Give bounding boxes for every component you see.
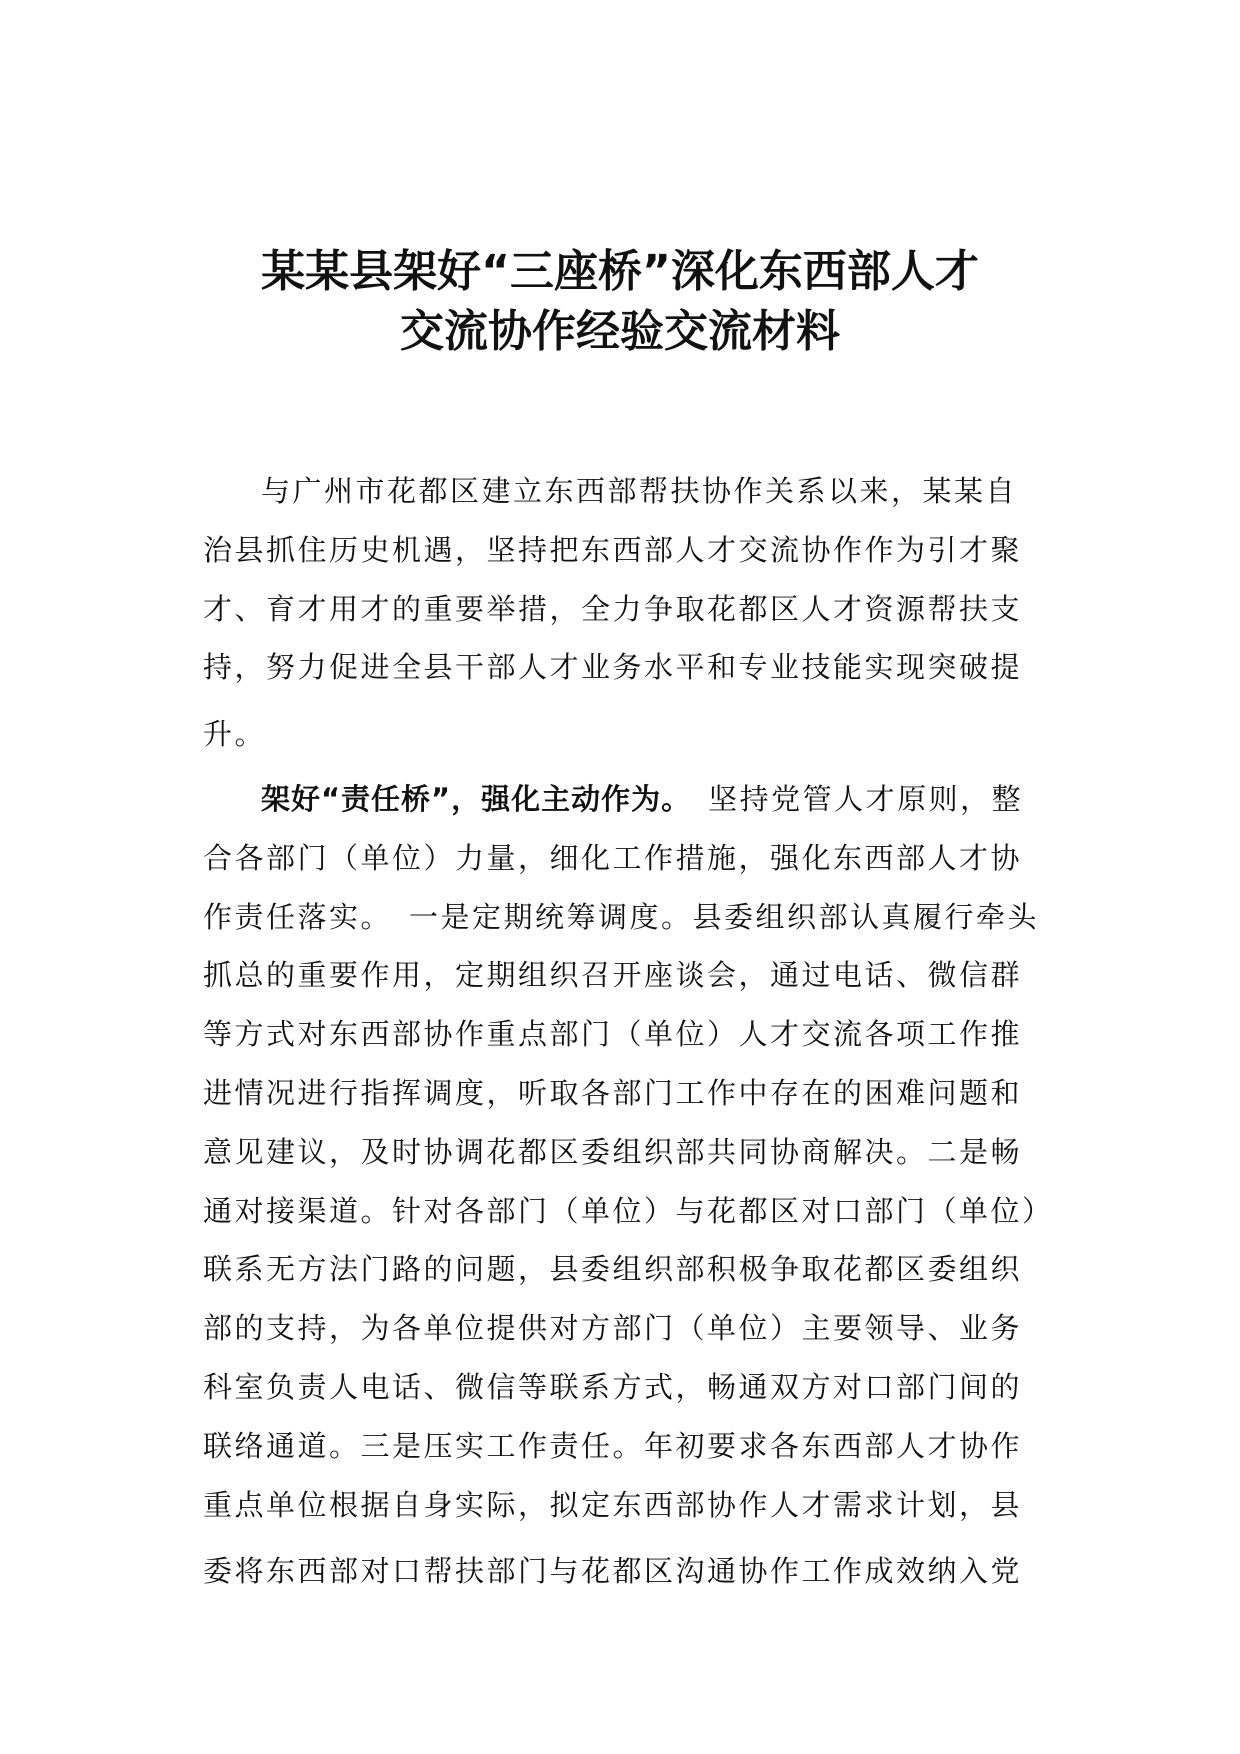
text-line	[203, 770, 1063, 829]
text-run: 坚持党管人才原则，整	[708, 781, 1024, 816]
title-line-2: 交流协作经验交流材料	[400, 306, 840, 357]
text-line: 科室负责人电话、微信等联系方式，畅通双方对口部门间的	[203, 1369, 1023, 1404]
text-line: 通对接渠道。针对各部门（单位）与花都区对口部门（单位）	[203, 1193, 1054, 1228]
text-line: 作责任落实。 一是定期统筹调度。县委组织部认真履行牵头	[203, 899, 1040, 934]
title-line-1: 某某县架好“三座桥”深化东西部人才	[261, 246, 979, 297]
responsibility-bridge-paragraph	[203, 770, 1063, 1601]
text-line: 委将东西部对口帮扶部门与花都区沟通协作工作成效纳入党	[203, 1554, 1023, 1589]
text-line: 等方式对东西部协作重点部门（单位）人才交流各项工作推	[203, 1017, 1023, 1052]
text-line: 合各部门（单位）力量，细化工作措施，强化东西部人才协	[203, 840, 1023, 875]
text-line: 才、育才用才的重要举措，全力争取花都区人才资源帮扶支	[203, 591, 1023, 626]
text-line: 意见建议，及时协调花都区委组织部共同协商解决。二是畅	[203, 1134, 1023, 1169]
intro-paragraph	[203, 462, 1063, 764]
text-line: 抓总的重要作用，定期组织召开座谈会，通过电话、微信群	[203, 958, 1023, 993]
text-line: 联络通道。三是压实工作责任。年初要求各东西部人才协作	[203, 1428, 1023, 1463]
text-line: 持，努力促进全县干部人才业务水平和专业技能实现突破提	[203, 650, 1023, 685]
document-body	[203, 462, 1063, 1601]
text-line: 部的支持，为各单位提供对方部门（单位）主要领导、业务	[203, 1311, 1023, 1346]
text-line: 联系无方法门路的问题，县委组织部积极争取花都区委组织	[203, 1252, 1023, 1287]
text-line: 进情况进行指挥调度，听取各部门工作中存在的困难问题和	[203, 1075, 1023, 1110]
document-title	[150, 242, 1090, 362]
text-line: 重点单位根据自身实际，拟定东西部协作人才需求计划，县	[203, 1487, 1023, 1522]
section-heading: 架好“责任桥”，强化主动作为。	[261, 781, 677, 816]
text-line: 升。	[203, 717, 267, 752]
text-line: 与广州市花都区建立东西部帮扶协作关系以来，某某自	[261, 474, 1018, 508]
text-line: 治县抓住历史机遇，坚持把东西部人才交流协作作为引才聚	[203, 532, 1023, 567]
